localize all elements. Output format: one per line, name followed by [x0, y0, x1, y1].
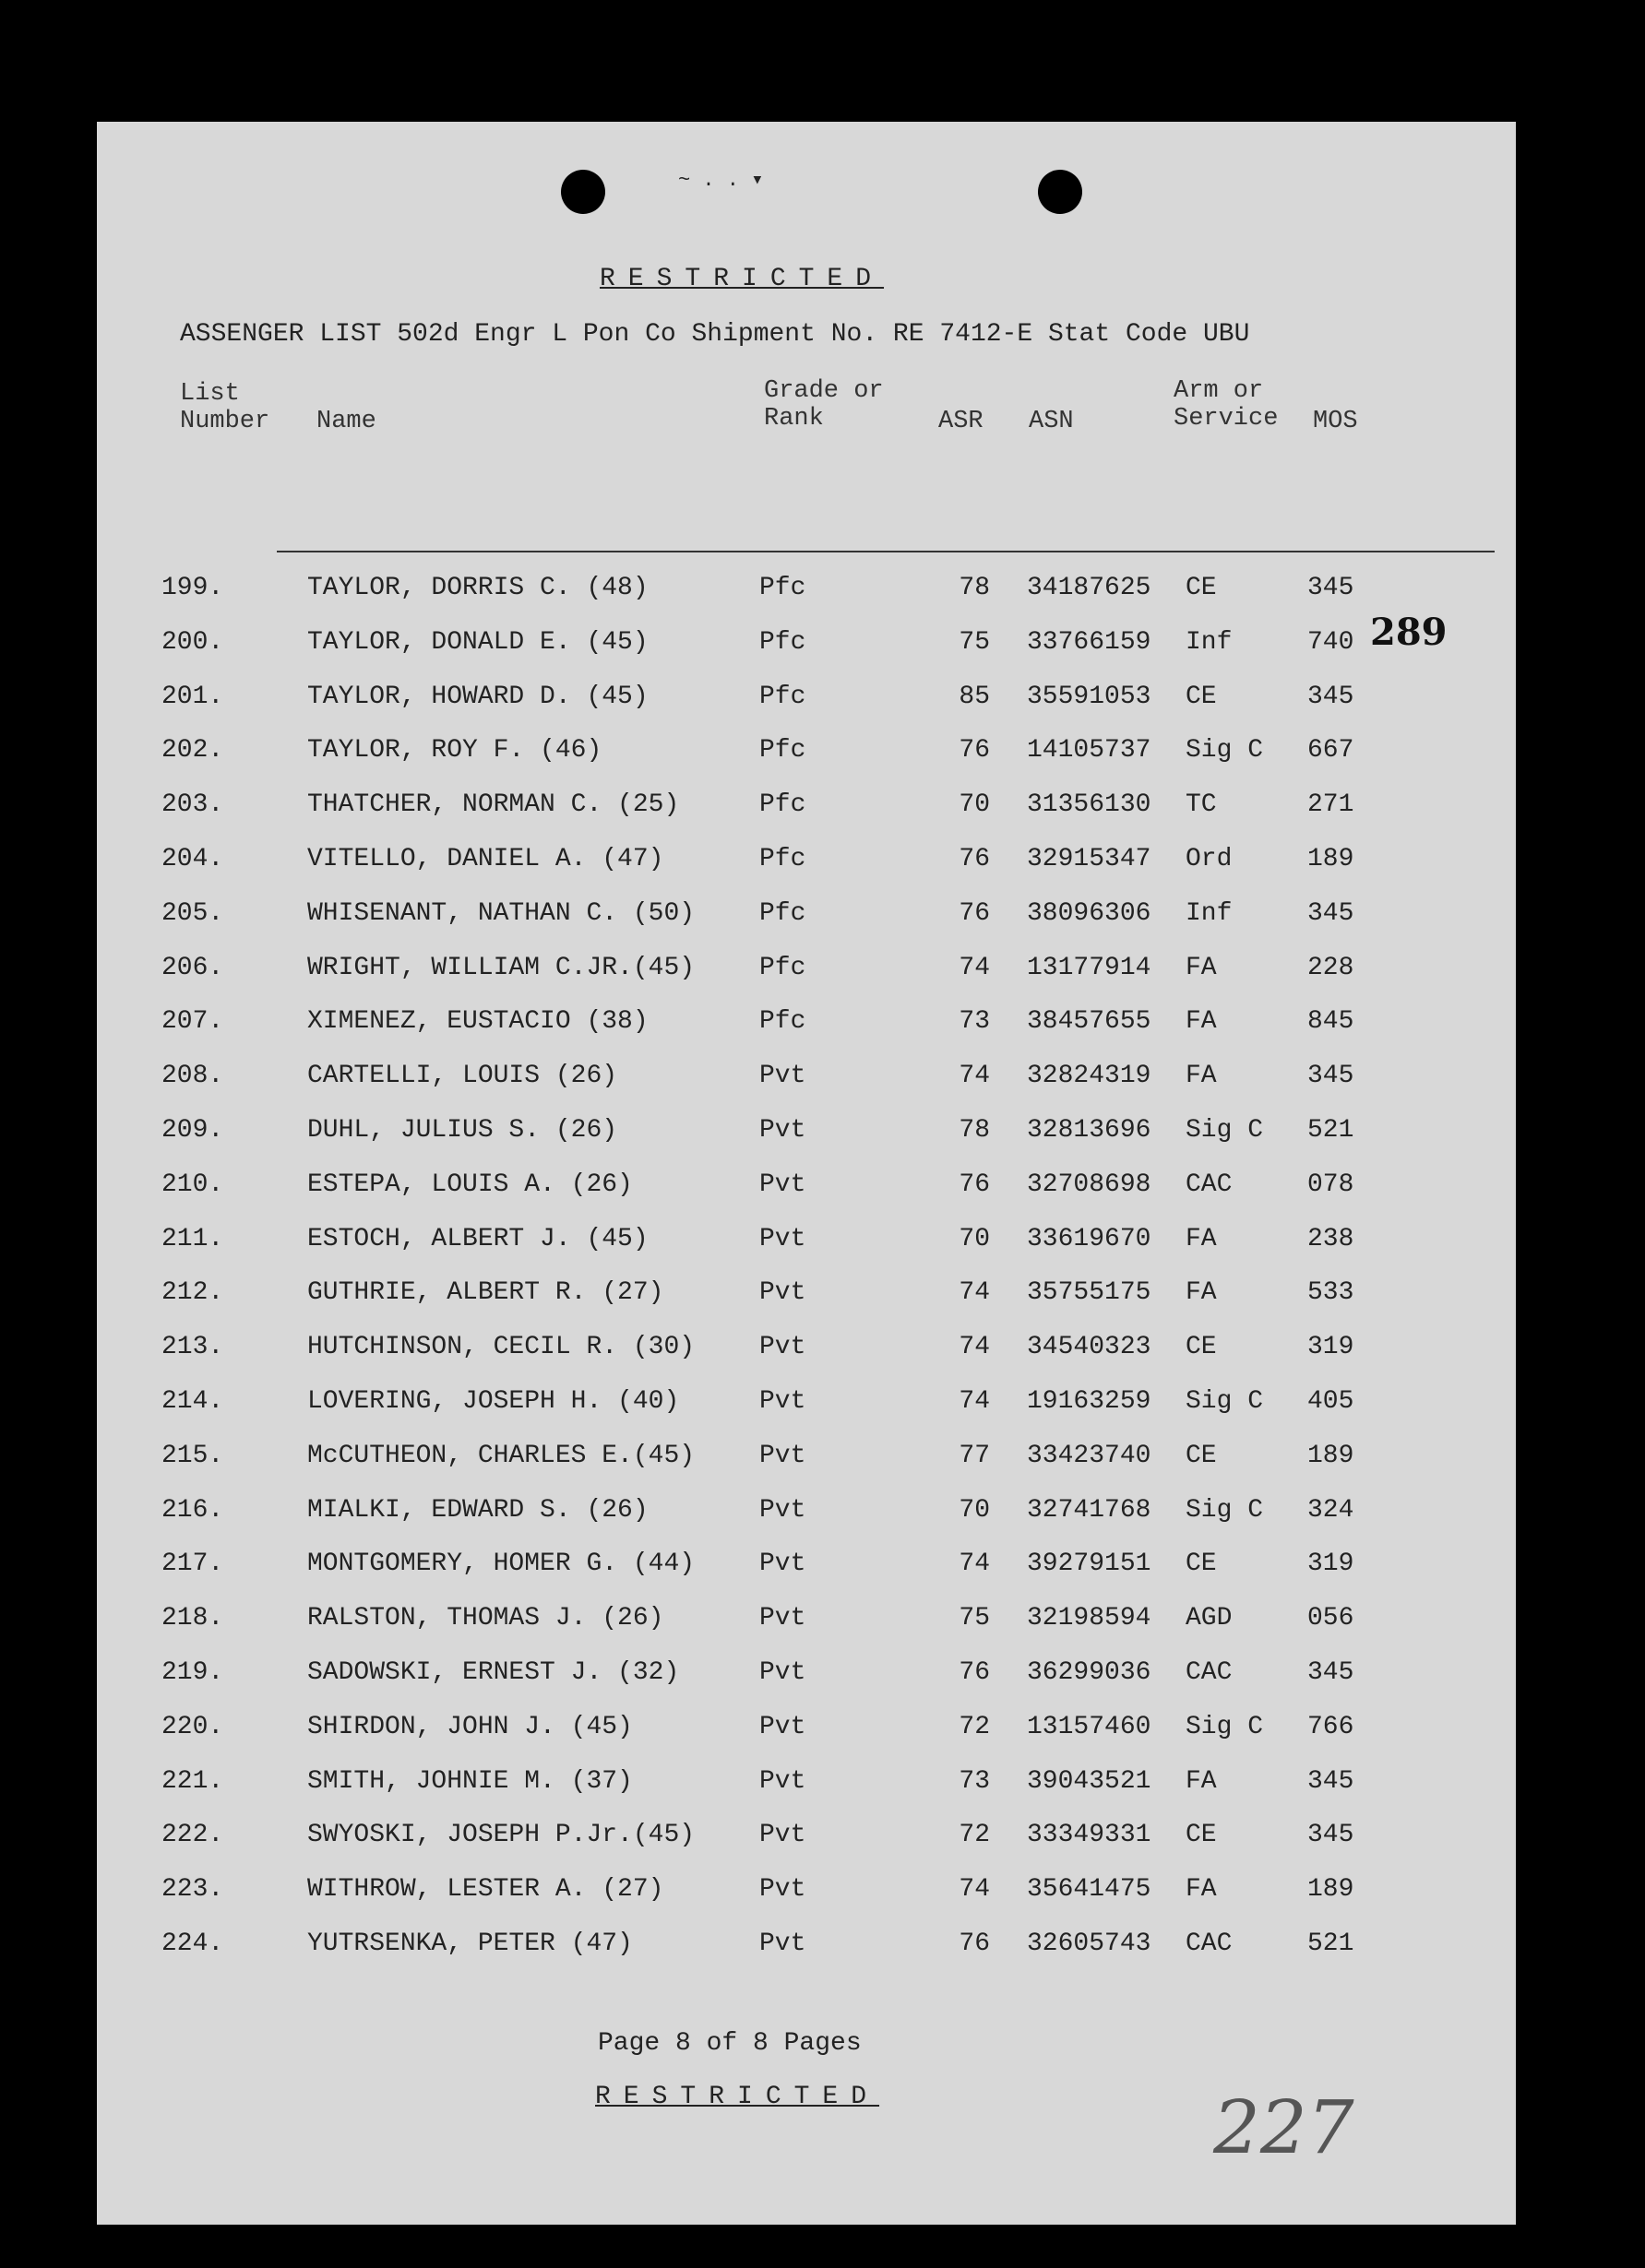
- passenger-name: WRIGHT, WILLIAM C.JR.(45): [307, 953, 696, 982]
- army-serial-number: 35591053: [1027, 682, 1151, 711]
- army-serial-number: 36299036: [1027, 1658, 1151, 1687]
- grade-rank: Pvt: [759, 1712, 806, 1741]
- grade-rank: Pvt: [759, 1875, 806, 1905]
- mos-code: 238: [1307, 1224, 1354, 1253]
- mos-code: 345: [1307, 898, 1354, 928]
- grade-rank: Pvt: [759, 1550, 806, 1579]
- grade-rank: Pfc: [759, 627, 806, 657]
- army-serial-number: 33766159: [1027, 627, 1151, 657]
- asr-score: 70: [959, 1224, 990, 1253]
- punch-hole-right: [1038, 170, 1082, 214]
- arm-service: Ord: [1186, 845, 1233, 873]
- passenger-name: TAYLOR, DONALD E. (45): [307, 627, 649, 657]
- passenger-name: XIMENEZ, EUSTACIO (38): [307, 1007, 649, 1037]
- mos-code: 189: [1307, 1875, 1354, 1905]
- header-grade: Grade or Rank: [764, 377, 884, 433]
- passenger-name: RALSTON, THOMAS J. (26): [307, 1604, 664, 1633]
- list-number: 217.: [161, 1550, 224, 1579]
- mos-code: 667: [1307, 736, 1354, 766]
- passenger-name: McCUTHEON, CHARLES E.(45): [307, 1441, 696, 1470]
- army-serial-number: 38096306: [1027, 898, 1151, 928]
- passenger-name: TAYLOR, HOWARD D. (45): [307, 682, 649, 711]
- list-number: 221.: [161, 1766, 224, 1796]
- list-number: 201.: [161, 682, 224, 711]
- passenger-name: ESTEPA, LOUIS A. (26): [307, 1170, 633, 1199]
- asr-score: 74: [959, 1333, 990, 1362]
- list-number: 218.: [161, 1604, 224, 1633]
- grade-rank: Pvt: [759, 1821, 806, 1850]
- passenger-name: TAYLOR, DORRIS C. (48): [307, 574, 649, 602]
- table-row: [97, 1767, 1516, 1804]
- table-row: [97, 628, 1516, 665]
- asr-score: 76: [959, 845, 990, 873]
- table-row: [97, 1007, 1516, 1044]
- table-row: [97, 954, 1516, 991]
- list-number: 224.: [161, 1930, 224, 1958]
- asr-score: 76: [959, 1930, 990, 1958]
- arm-service: CE: [1186, 682, 1217, 711]
- grade-rank: Pvt: [759, 1930, 806, 1958]
- table-row: [97, 1496, 1516, 1533]
- mos-code: 521: [1307, 1930, 1354, 1958]
- list-number: 215.: [161, 1441, 224, 1470]
- arm-service: CE: [1186, 1441, 1217, 1470]
- passenger-name: SHIRDON, JOHN J. (45): [307, 1712, 633, 1741]
- list-number: 208.: [161, 1062, 224, 1091]
- table-row: [97, 1225, 1516, 1262]
- army-serial-number: 32708698: [1027, 1170, 1151, 1199]
- arm-service: FA: [1186, 1766, 1217, 1796]
- asr-score: 74: [959, 953, 990, 982]
- arm-service: Sig C: [1186, 736, 1264, 766]
- table-row: [97, 1821, 1516, 1858]
- arm-service: FA: [1186, 1875, 1217, 1905]
- asr-score: 76: [959, 898, 990, 928]
- asr-score: 76: [959, 1658, 990, 1687]
- asr-score: 73: [959, 1766, 990, 1796]
- army-serial-number: 39279151: [1027, 1550, 1151, 1579]
- mos-code: 345: [1307, 1766, 1354, 1796]
- asr-score: 77: [959, 1441, 990, 1470]
- grade-rank: Pvt: [759, 1116, 806, 1145]
- arm-service: FA: [1186, 1224, 1217, 1253]
- table-row: [97, 845, 1516, 882]
- mos-code: 521: [1307, 1116, 1354, 1145]
- army-serial-number: 32915347: [1027, 845, 1151, 873]
- army-serial-number: 13157460: [1027, 1712, 1151, 1741]
- table-row: [97, 899, 1516, 936]
- list-number: 213.: [161, 1333, 224, 1362]
- asr-score: 70: [959, 790, 990, 820]
- arm-service: Inf: [1186, 627, 1233, 657]
- army-serial-number: 35755175: [1027, 1278, 1151, 1308]
- army-serial-number: 19163259: [1027, 1387, 1151, 1416]
- header-arm: Arm or Service: [1174, 377, 1279, 433]
- table-row: [97, 1604, 1516, 1641]
- passenger-name: MONTGOMERY, HOMER G. (44): [307, 1550, 696, 1579]
- classification-footer: RESTRICTED: [595, 2083, 880, 2111]
- army-serial-number: 34540323: [1027, 1333, 1151, 1362]
- list-number: 210.: [161, 1170, 224, 1199]
- table-row: [97, 1930, 1516, 1966]
- mos-code: 345: [1307, 1821, 1354, 1850]
- arm-service: TC: [1186, 790, 1217, 820]
- asr-score: 72: [959, 1712, 990, 1741]
- army-serial-number: 32605743: [1027, 1930, 1151, 1958]
- asr-score: 74: [959, 1550, 990, 1579]
- list-number: 209.: [161, 1116, 224, 1145]
- asr-score: 78: [959, 1116, 990, 1145]
- mos-code: 324: [1307, 1495, 1354, 1525]
- header-name: Name: [316, 408, 376, 435]
- table-row: [97, 574, 1516, 611]
- passenger-name: SMITH, JOHNIE M. (37): [307, 1766, 633, 1796]
- grade-rank: Pfc: [759, 898, 806, 928]
- classification-header: RESTRICTED: [600, 265, 885, 293]
- passenger-name: THATCHER, NORMAN C. (25): [307, 790, 680, 820]
- list-number: 212.: [161, 1278, 224, 1308]
- army-serial-number: 35641475: [1027, 1875, 1151, 1905]
- army-serial-number: 32813696: [1027, 1116, 1151, 1145]
- asr-score: 72: [959, 1821, 990, 1850]
- list-number: 222.: [161, 1821, 224, 1850]
- mos-code: 766: [1307, 1712, 1354, 1741]
- passenger-name: LOVERING, JOSEPH H. (40): [307, 1387, 680, 1416]
- mos-code: 271: [1307, 790, 1354, 820]
- table-row: [97, 1116, 1516, 1153]
- page-footer: Page 8 of 8 Pages: [598, 2029, 862, 2058]
- table-row: [97, 1333, 1516, 1370]
- passenger-name: YUTRSENKA, PETER (47): [307, 1930, 633, 1958]
- army-serial-number: 31356130: [1027, 790, 1151, 820]
- mos-code: 189: [1307, 1441, 1354, 1470]
- mos-code: 345: [1307, 1658, 1354, 1687]
- table-row: [97, 1550, 1516, 1586]
- army-serial-number: 33423740: [1027, 1441, 1151, 1470]
- asr-score: 70: [959, 1495, 990, 1525]
- asr-score: 74: [959, 1387, 990, 1416]
- document-page: [97, 122, 1516, 2225]
- asr-score: 85: [959, 682, 990, 711]
- army-serial-number: 38457655: [1027, 1007, 1151, 1037]
- header-asr: ASR: [938, 408, 983, 435]
- mos-code: 228: [1307, 953, 1354, 982]
- list-number: 223.: [161, 1875, 224, 1905]
- grade-rank: Pfc: [759, 736, 806, 766]
- arm-service: CAC: [1186, 1658, 1233, 1687]
- arm-service: AGD: [1186, 1604, 1233, 1633]
- list-number: 214.: [161, 1387, 224, 1416]
- list-number: 220.: [161, 1712, 224, 1741]
- mos-code: 189: [1307, 845, 1354, 873]
- arm-service: CAC: [1186, 1170, 1233, 1199]
- list-number: 199.: [161, 574, 224, 602]
- pencil-number: 227: [1213, 2084, 1354, 2170]
- army-serial-number: 32824319: [1027, 1062, 1151, 1091]
- army-serial-number: 13177914: [1027, 953, 1151, 982]
- table-row: [97, 683, 1516, 719]
- header-mos: MOS: [1313, 408, 1358, 435]
- army-serial-number: 39043521: [1027, 1766, 1151, 1796]
- list-number: 216.: [161, 1495, 224, 1525]
- table-row: [97, 1278, 1516, 1315]
- table-row: [97, 1658, 1516, 1695]
- passenger-name: ESTOCH, ALBERT J. (45): [307, 1224, 649, 1253]
- list-number: 205.: [161, 898, 224, 928]
- mos-code: 845: [1307, 1007, 1354, 1037]
- grade-rank: Pvt: [759, 1278, 806, 1308]
- grade-rank: Pvt: [759, 1170, 806, 1199]
- table-row: [97, 736, 1516, 773]
- mos-code: 740: [1307, 627, 1354, 657]
- asr-score: 76: [959, 736, 990, 766]
- header-asn: ASN: [1029, 408, 1074, 435]
- table-row: [97, 790, 1516, 827]
- arm-service: Inf: [1186, 898, 1233, 928]
- asr-score: 76: [959, 1170, 990, 1199]
- mos-code: 345: [1307, 1062, 1354, 1091]
- army-serial-number: 33619670: [1027, 1224, 1151, 1253]
- mos-code: 056: [1307, 1604, 1354, 1633]
- passenger-name: WHISENANT, NATHAN C. (50): [307, 898, 696, 928]
- mos-code: 319: [1307, 1333, 1354, 1362]
- list-number: 203.: [161, 790, 224, 820]
- table-row: [97, 1062, 1516, 1098]
- arm-service: FA: [1186, 1278, 1217, 1308]
- header-list-number: List Number: [180, 380, 270, 435]
- arm-service: Sig C: [1186, 1116, 1264, 1145]
- mos-code: 319: [1307, 1550, 1354, 1579]
- grade-rank: Pfc: [759, 953, 806, 982]
- list-number: 219.: [161, 1658, 224, 1687]
- grade-rank: Pvt: [759, 1766, 806, 1796]
- header-underline: [277, 551, 1495, 552]
- side-number: 289: [1370, 611, 1448, 654]
- asr-score: 78: [959, 574, 990, 602]
- arm-service: CE: [1186, 1333, 1217, 1362]
- passenger-name: WITHROW, LESTER A. (27): [307, 1875, 664, 1905]
- arm-service: CE: [1186, 574, 1217, 602]
- arm-service: Sig C: [1186, 1387, 1264, 1416]
- army-serial-number: 34187625: [1027, 574, 1151, 602]
- passenger-name: TAYLOR, ROY F. (46): [307, 736, 602, 766]
- passenger-name: MIALKI, EDWARD S. (26): [307, 1495, 649, 1525]
- grade-rank: Pvt: [759, 1604, 806, 1633]
- mos-code: 533: [1307, 1278, 1354, 1308]
- grade-rank: Pfc: [759, 682, 806, 711]
- arm-service: FA: [1186, 1062, 1217, 1091]
- asr-score: 74: [959, 1875, 990, 1905]
- grade-rank: Pfc: [759, 1007, 806, 1037]
- table-row: [97, 1387, 1516, 1424]
- passenger-name: SWYOSKI, JOSEPH P.Jr.(45): [307, 1821, 696, 1850]
- punch-hole-left: [561, 170, 605, 214]
- list-number: 204.: [161, 845, 224, 873]
- passenger-name: DUHL, JULIUS S. (26): [307, 1116, 618, 1145]
- list-number: 202.: [161, 736, 224, 766]
- grade-rank: Pvt: [759, 1441, 806, 1470]
- asr-score: 75: [959, 627, 990, 657]
- arm-service: FA: [1186, 1007, 1217, 1037]
- asr-score: 75: [959, 1604, 990, 1633]
- arm-service: Sig C: [1186, 1712, 1264, 1741]
- document-title: ASSENGER LIST 502d Engr L Pon Co Shipment No. RE 7412-E Stat Code UBU: [180, 320, 1250, 349]
- table-row: [97, 1713, 1516, 1750]
- mos-code: 345: [1307, 682, 1354, 711]
- table-row: [97, 1170, 1516, 1207]
- army-serial-number: 33349331: [1027, 1821, 1151, 1850]
- mos-code: 405: [1307, 1387, 1354, 1416]
- table-row: [97, 1442, 1516, 1478]
- arm-service: CE: [1186, 1821, 1217, 1850]
- top-marks: ~ . . ▾: [678, 169, 764, 192]
- list-number: 200.: [161, 627, 224, 657]
- table-row: [97, 1875, 1516, 1912]
- grade-rank: Pfc: [759, 574, 806, 602]
- passenger-name: CARTELLI, LOUIS (26): [307, 1062, 618, 1091]
- grade-rank: Pvt: [759, 1062, 806, 1091]
- arm-service: Sig C: [1186, 1495, 1264, 1525]
- army-serial-number: 32741768: [1027, 1495, 1151, 1525]
- asr-score: 74: [959, 1062, 990, 1091]
- passenger-name: SADOWSKI, ERNEST J. (32): [307, 1658, 680, 1687]
- arm-service: FA: [1186, 953, 1217, 982]
- passenger-name: GUTHRIE, ALBERT R. (27): [307, 1278, 664, 1308]
- grade-rank: Pvt: [759, 1333, 806, 1362]
- arm-service: CE: [1186, 1550, 1217, 1579]
- list-number: 207.: [161, 1007, 224, 1037]
- grade-rank: Pfc: [759, 790, 806, 820]
- grade-rank: Pvt: [759, 1495, 806, 1525]
- army-serial-number: 32198594: [1027, 1604, 1151, 1633]
- mos-code: 078: [1307, 1170, 1354, 1199]
- arm-service: CAC: [1186, 1930, 1233, 1958]
- grade-rank: Pvt: [759, 1224, 806, 1253]
- grade-rank: Pvt: [759, 1387, 806, 1416]
- mos-code: 345: [1307, 574, 1354, 602]
- asr-score: 74: [959, 1278, 990, 1308]
- army-serial-number: 14105737: [1027, 736, 1151, 766]
- asr-score: 73: [959, 1007, 990, 1037]
- grade-rank: Pfc: [759, 845, 806, 873]
- grade-rank: Pvt: [759, 1658, 806, 1687]
- passenger-name: VITELLO, DANIEL A. (47): [307, 845, 664, 873]
- list-number: 211.: [161, 1224, 224, 1253]
- passenger-name: HUTCHINSON, CECIL R. (30): [307, 1333, 696, 1362]
- list-number: 206.: [161, 953, 224, 982]
